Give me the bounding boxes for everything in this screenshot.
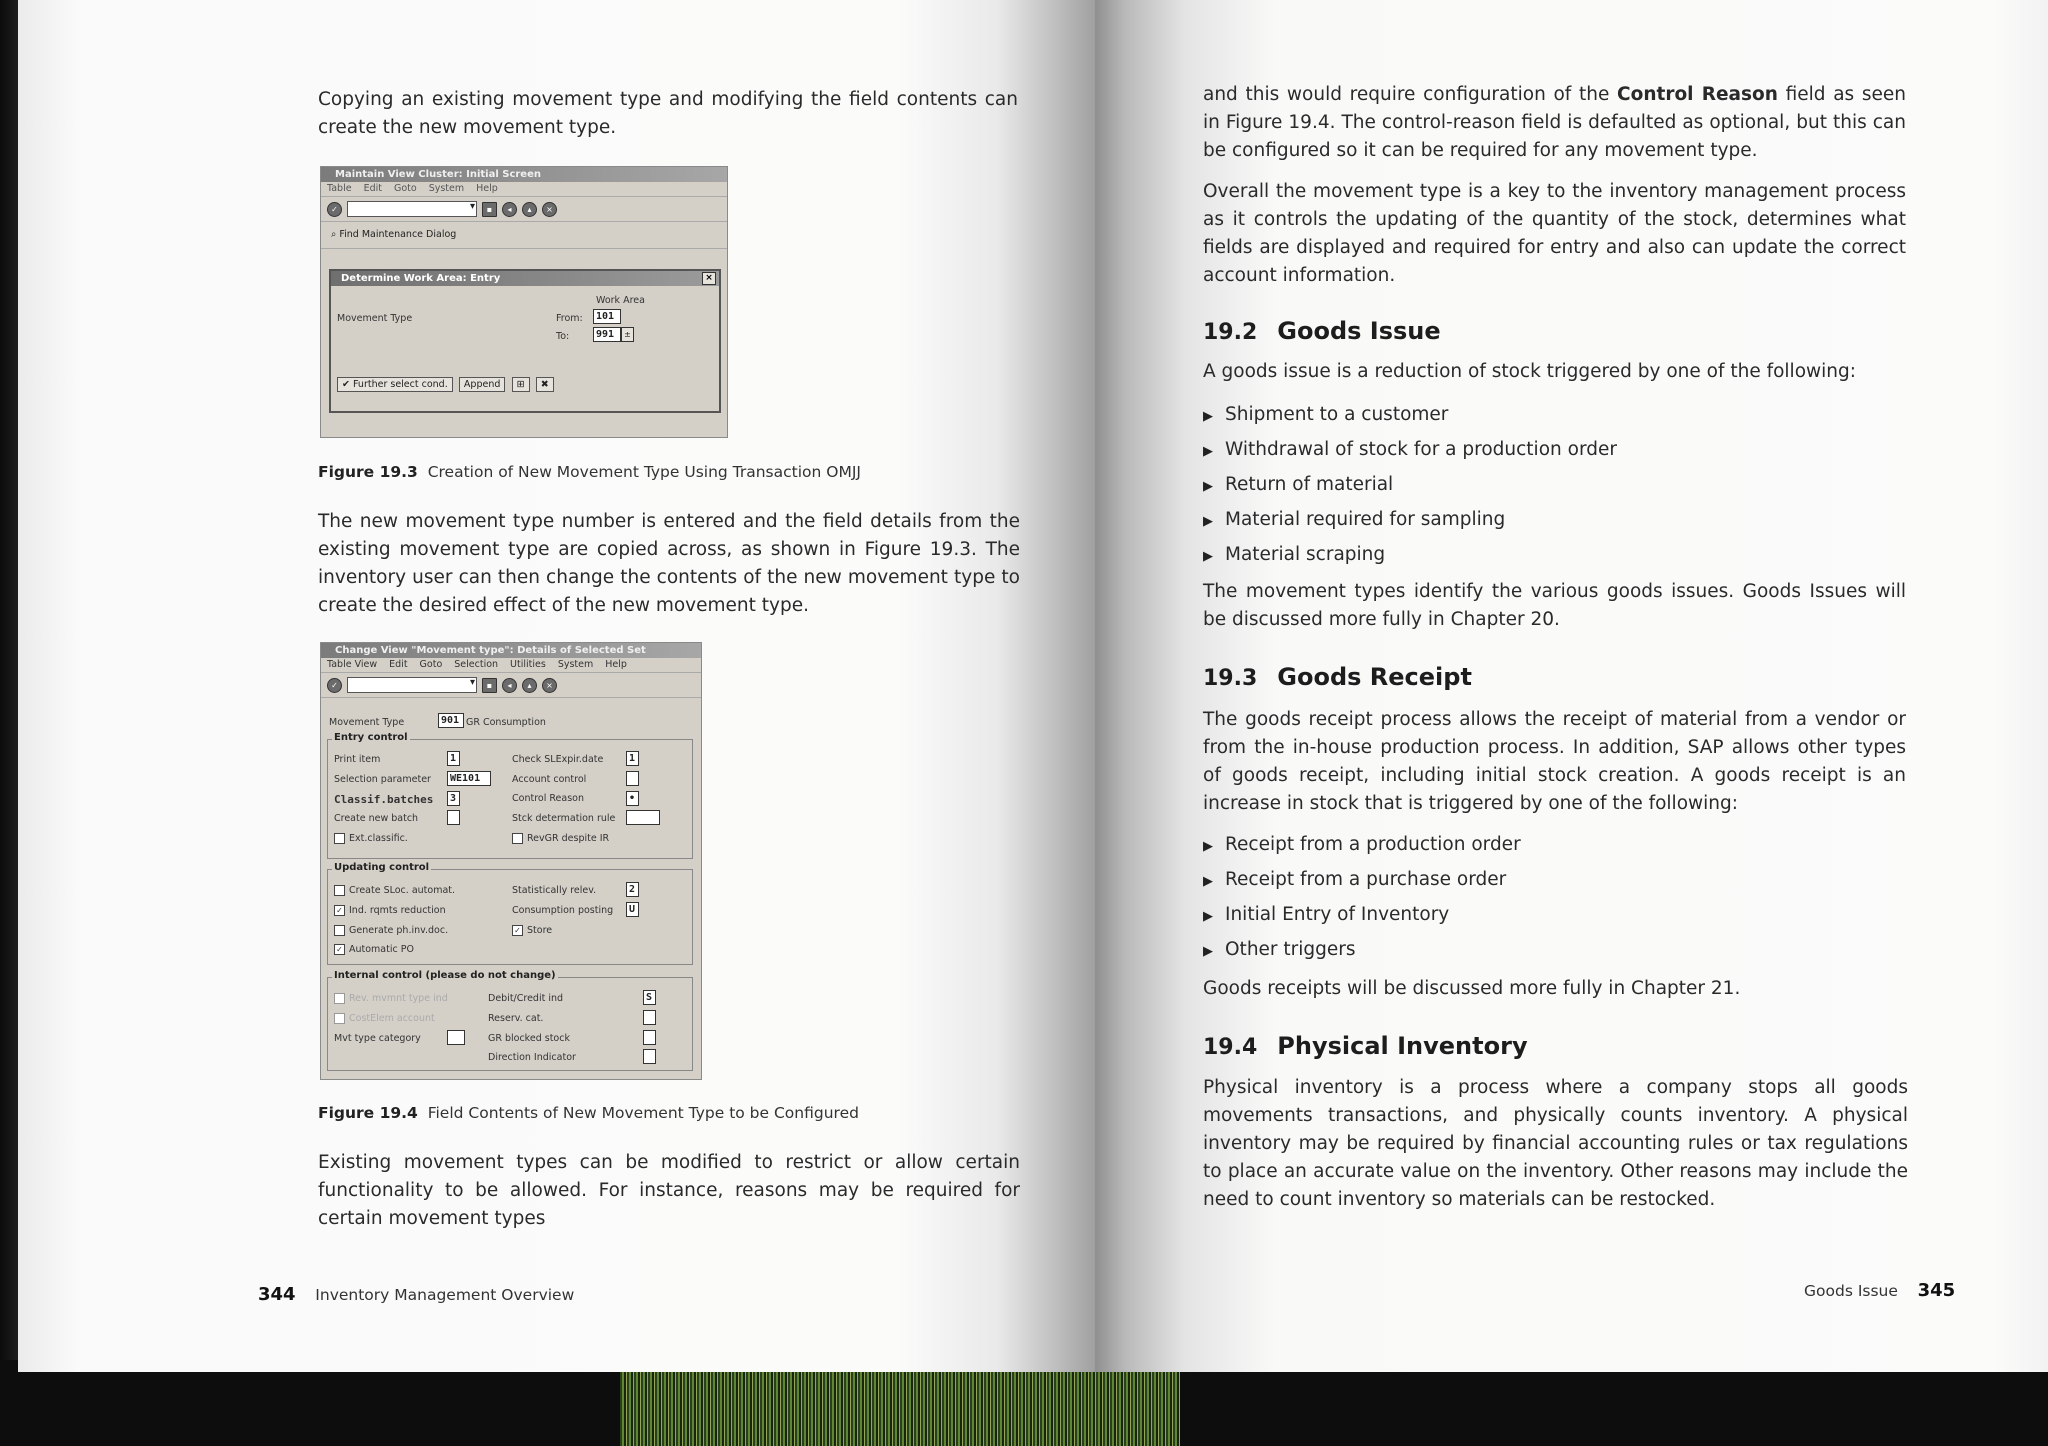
section-number: 19.4 [1203,1035,1258,1060]
create-sloc-label: Create SLoc. automat. [349,885,456,896]
checkbox [334,833,345,844]
figure-19-3-caption [318,463,1018,481]
caption-text: Field Contents of New Movement Type to be Configured [427,1104,859,1122]
reserv-cat-field [643,1010,656,1025]
checkbox [334,885,345,896]
goods-receipt-intro: The goods receipt process allows the receipt of material from a vendor or from the in-house production process. In addition, SAP allows other types of goods receipt, including initial stock creation. A goods receipt is an increase in stock that is triggered by one of the following: [1203,709,1906,814]
f4-help-icon: ± [621,327,634,342]
list-item [1203,432,1906,467]
movement-type-field: 901 [438,713,464,728]
close-icon: × [702,272,716,285]
classif-batches-label: Classif.batches [334,793,434,806]
list-item-text: Return of material [1225,474,1394,495]
figure-19-3-screenshot [320,166,728,438]
left-page [18,0,1103,1372]
entry-control-group [327,732,693,859]
cancel-icon: × [542,202,557,217]
checkbox [334,1013,345,1024]
menu-item: Help [605,659,627,670]
debit-credit-label: Debit/Credit ind [488,993,564,1004]
control-reason-field: • [626,791,639,806]
print-item-field: 1 [447,751,460,766]
bullet-icon: ▶ [1203,479,1213,494]
to-field: 991 [593,327,621,342]
automatic-po-option [334,944,414,955]
list-item-text: Receipt from a production order [1225,834,1521,855]
checkbox-checked: ✓ [334,905,345,916]
work-area-label: Work Area [596,295,645,306]
bullet-icon: ▶ [1203,839,1213,854]
gr-blocked-label: GR blocked stock [488,1033,570,1044]
closing-paragraph: Existing movement types can be modified to restrict or allow certain functionality to be allowed. For instance, reasons may be required for certain movement types [318,1152,1020,1229]
generate-phinv-option [334,925,448,936]
menu-bar [321,182,727,196]
body-paragraph: The new movement type number is entered and the field details from the existing movement type are copied across, as shown in Figure 19.3. The inventory user can then change the contents of the new movement type to create the desired effect of the new movement type. [318,511,1020,616]
back-icon: ◂ [502,202,517,217]
list-item [1203,932,1906,967]
checkbox [512,833,523,844]
list-item-text: Initial Entry of Inventory [1225,904,1450,925]
section-title: Goods Issue [1277,317,1441,345]
list-item [1203,897,1906,932]
menu-item: Table [327,183,352,194]
store-label: Store [527,925,553,936]
menu-item: Goto [393,183,417,194]
bullet-icon: ▶ [1203,514,1213,529]
selection-parameter-field: WE101 [447,771,491,786]
control-reason-label: Control Reason [512,793,584,804]
physical-inventory-paragraph: Physical inventory is a process where a company stops all goods movements transactions, and physically counts inventory. A physical inventory may be required by financial accounting rules or tax regulations to place an accurate value on the inventory. Other reasons may include the need to count inventory so materials can be restocked. [1203,1077,1908,1210]
goods-issue-intro: A goods issue is a reduction of stock triggered by one of the following: [1203,361,1856,382]
control-reason-term: Control Reason [1617,84,1778,105]
menu-item: Edit [389,659,408,670]
from-field: 101 [593,309,621,324]
direction-indicator-label: Direction Indicator [488,1052,576,1063]
account-control-field [626,771,639,786]
bullet-icon: ▶ [1203,444,1213,459]
caption-label: Figure 19.4 [318,1104,418,1122]
enter-icon: ✓ [327,678,342,693]
cancel-icon: × [542,678,557,693]
mvt-type-category-field [447,1030,465,1045]
create-new-batch-field [447,810,460,825]
menu-item: Edit [363,183,382,194]
print-item-label: Print item [334,754,381,765]
intro-paragraph: Copying an existing movement type and modifying the field contents can create the new movement type. [318,89,1018,138]
figure-19-4-caption [318,1104,1018,1122]
check-sled-field: 1 [626,751,639,766]
mvt-type-category-label: Mvt type category [334,1033,421,1044]
list-item-text: Withdrawal of stock for a production order [1225,439,1617,460]
further-select-label: Further select cond. [352,379,448,390]
continuation-paragraph [1203,81,1906,165]
ext-classific-label: Ext.classific. [349,833,408,844]
exit-icon: ▴ [522,202,537,217]
section-heading-19-4 [1203,1032,1528,1060]
selection-parameter-label: Selection parameter [334,774,431,785]
enter-icon: ✓ [327,202,342,217]
list-item [1203,862,1906,897]
consumption-posting-field: U [626,902,639,917]
movement-type-label: Movement Type [337,313,413,324]
group-title: Internal control (please do not change) [334,970,556,981]
bullet-icon: ▶ [1203,549,1213,564]
ext-classific-option [334,833,408,844]
cancel-icon: ✖ [536,377,554,392]
group-title: Entry control [334,732,408,743]
updating-control-group [327,862,693,965]
running-footer: Goods Issue [1804,1282,1898,1300]
rev-mvmnt-option [334,993,448,1004]
window-title: Change View "Movement type": Details of Selected Set [321,643,701,658]
movement-type-label: Movement Type [329,717,405,728]
binoculars-icon: ⌕ [331,229,337,240]
figure-19-4-screenshot [320,642,702,1080]
from-label: From: [556,313,583,324]
list-item [1203,827,1906,862]
create-sloc-option [334,885,455,896]
right-page [1095,0,2048,1372]
account-control-label: Account control [512,774,587,785]
debit-credit-field: S [643,990,656,1005]
menu-item: System [557,659,594,670]
rev-mvmnt-label: Rev. mvmnt type ind [349,993,448,1004]
bullet-icon: ▶ [1203,409,1213,424]
ind-rqmts-option [334,905,446,916]
revgr-option [512,833,609,844]
section-heading-19-2 [1203,317,1441,345]
menu-item: Utilities [510,659,546,670]
list-item-text: Receipt from a purchase order [1225,869,1507,890]
generate-phinv-label: Generate ph.inv.doc. [349,925,449,936]
list-item [1203,467,1906,502]
classif-batches-field: 3 [447,791,460,806]
window-title: Maintain View Cluster: Initial Screen [321,167,727,182]
list-item [1203,397,1906,432]
automatic-po-label: Automatic PO [349,944,414,955]
menu-item: Goto [419,659,443,670]
costelem-option [334,1013,435,1024]
scan-artifact [620,1372,1180,1446]
gr-blocked-field [643,1030,656,1045]
to-label: To: [556,331,570,342]
internal-control-group [327,970,693,1071]
check-icon: ✔ [342,379,353,390]
create-new-batch-label: Create new batch [334,813,419,824]
toolbar [321,196,727,222]
store-option [512,925,552,936]
stock-determination-label: Stck determation rule [512,813,616,824]
costelem-label: CostElem account [349,1013,435,1024]
caption-label: Figure 19.3 [318,463,418,481]
goods-receipt-list [1203,827,1906,967]
command-field [347,677,477,693]
append-button: Append [459,377,505,392]
list-item-text: Material required for sampling [1225,509,1506,530]
check-sled-label: Check SLExpir.date [512,754,604,765]
goods-receipt-outro: Goods receipts will be discussed more fully in Chapter 21. [1203,978,1741,999]
bullet-icon: ▶ [1203,944,1213,959]
reserv-cat-label: Reserv. cat. [488,1013,544,1024]
page-footer-left [258,1284,574,1305]
consumption-posting-label: Consumption posting [512,905,614,916]
statistically-relev-field: 2 [626,882,639,897]
menu-item: System [428,183,465,194]
continuation-text: field as seen in Figure 19.4. The control-reason field is defaulted as optional, but this can be configured so it can be required for any movement type. [1203,84,1906,161]
menu-item: Table View [327,659,378,670]
page-footer-right [1804,1280,1955,1301]
statistically-relev-label: Statistically relev. [512,885,597,896]
checkbox [334,993,345,1004]
section-number: 19.2 [1203,320,1258,345]
movement-type-description: GR Consumption [466,717,546,728]
section-heading-19-3 [1203,663,1472,691]
dialog-title [331,271,719,286]
multiple-selection-icon: ⊞ [512,377,530,392]
menu-bar [321,658,701,672]
checkbox-checked: ✓ [512,925,523,936]
list-item-text: Shipment to a customer [1225,404,1449,425]
direction-indicator-field [643,1049,656,1064]
exit-icon: ▴ [522,678,537,693]
checkbox-checked: ✓ [334,944,345,955]
section-number: 19.3 [1203,666,1258,691]
continuation-text: and this would require configuration of the [1203,84,1618,105]
save-icon: ▪ [482,678,497,693]
overall-paragraph: Overall the movement type is a key to the inventory management process as it controls the updating of the quantity of the stock, determines what fields are displayed and required for entry and also can update the correct account information. [1203,181,1906,286]
caption-text: Creation of New Movement Type Using Transaction OMJJ [427,463,861,481]
menu-item: Selection [454,659,499,670]
checkbox [334,925,345,936]
list-item [1203,537,1906,572]
running-footer: Inventory Management Overview [315,1286,575,1304]
goods-issue-outro: The movement types identify the various goods issues. Goods Issues will be discussed more fully in Chapter 20. [1203,581,1906,630]
find-dialog-bar [321,222,727,249]
page-number: 344 [258,1284,296,1305]
menu-item: Help [476,183,498,194]
dialog-buttons [337,377,557,392]
find-maintenance-dialog-button: Find Maintenance Dialog [339,229,457,240]
work-area-dialog [329,269,721,413]
goods-issue-list [1203,397,1906,572]
dialog-title-text: Determine Work Area: Entry [341,273,501,284]
bullet-icon: ▶ [1203,909,1213,924]
ind-rqmts-label: Ind. rqmts reduction [349,905,446,916]
page-number: 345 [1917,1280,1956,1301]
list-item-text: Material scraping [1225,544,1386,565]
group-title: Updating control [334,862,430,873]
back-icon: ◂ [502,678,517,693]
list-item [1203,502,1906,537]
toolbar [321,672,701,698]
bullet-icon: ▶ [1203,874,1213,889]
list-item-text: Other triggers [1225,939,1356,960]
section-title: Physical Inventory [1277,1032,1528,1060]
command-field [347,201,477,217]
stock-determination-field [626,810,660,825]
revgr-label: RevGR despite IR [527,833,610,844]
further-select-button [337,377,453,392]
save-icon: ▪ [482,202,497,217]
section-title: Goods Receipt [1277,663,1472,691]
